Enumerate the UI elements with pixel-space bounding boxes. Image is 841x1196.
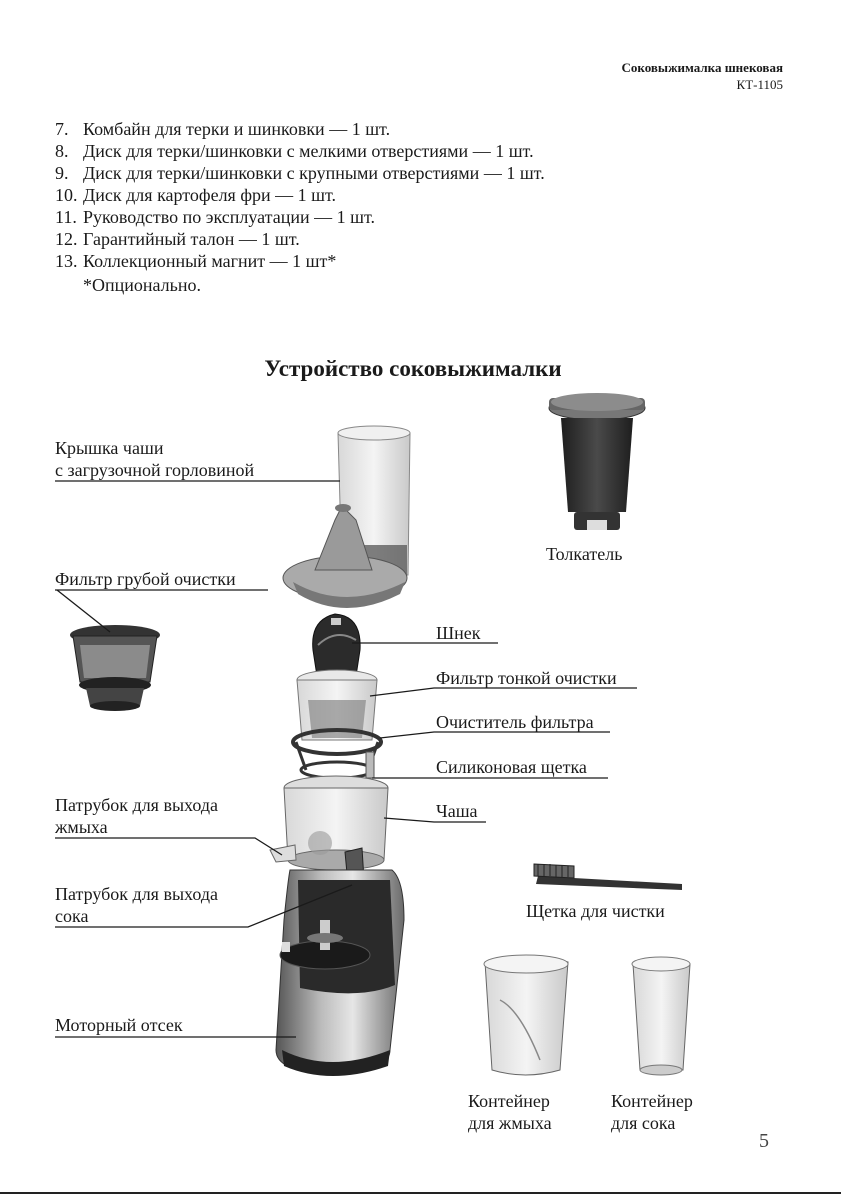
list-item-text: Комбайн для терки и шинковки — 1 шт.	[83, 119, 391, 139]
label-pusher: Толкатель	[546, 544, 623, 564]
header-title: Соковыжималка шнековая	[621, 60, 783, 75]
leader-fine-filter	[370, 688, 637, 696]
label-pulp-outlet-line1: Патрубок для выхода	[55, 795, 218, 815]
footer-rule	[0, 1192, 841, 1194]
section-title: Устройство соковыжималки	[264, 356, 562, 381]
list-item-text: Коллекционный магнит — 1 шт*	[83, 251, 337, 271]
label-filter-cleaner: Очиститель фильтра	[436, 712, 594, 732]
list-item-text: Диск для терки/шинковки с крупными отверстиями — 1 шт.	[83, 163, 545, 183]
list-item-text: Диск для картофеля фри — 1 шт.	[83, 185, 337, 205]
label-juice-container-line1: Контейнер	[611, 1091, 693, 1111]
leader-coarse-filter	[57, 590, 110, 632]
list-item-text: Руководство по эксплуатации — 1 шт.	[83, 207, 375, 227]
list-item-number: 10.	[55, 185, 78, 205]
motor-base-image	[276, 870, 404, 1076]
label-juice-container-line2: для сока	[611, 1113, 676, 1133]
page-number: 5	[759, 1130, 769, 1152]
leader-pulp-outlet	[55, 838, 282, 855]
auger-image	[313, 614, 360, 676]
label-pulp-container-line1: Контейнер	[468, 1091, 550, 1111]
lid-image	[283, 426, 410, 608]
header-model: КТ-1105	[736, 77, 783, 92]
label-pulp-container-line2: для жмыха	[468, 1113, 552, 1133]
list-item-number: 12.	[55, 229, 78, 249]
juice-container-image	[632, 957, 690, 1075]
list-item-text: Гарантийный талон — 1 шт.	[83, 229, 300, 249]
list-item-number: 11.	[55, 207, 77, 227]
cleaning-brush-image	[534, 864, 682, 890]
label-silicone-brush: Силиконовая щетка	[436, 757, 587, 777]
label-motor: Моторный отсек	[55, 1015, 183, 1035]
pulp-container-image	[484, 955, 568, 1075]
label-fine-filter: Фильтр тонкой очистки	[436, 668, 617, 688]
label-bowl: Чаша	[436, 801, 478, 821]
list-item-text: Диск для терки/шинковки с мелкими отверстиями — 1 шт.	[83, 141, 534, 161]
list-item-number: 9.	[55, 163, 69, 183]
list-item-number: 13.	[55, 251, 78, 271]
label-lid-line2: с загрузочной горловиной	[55, 460, 255, 480]
label-lid-line1: Крышка чаши	[55, 438, 164, 458]
list-item-number: 8.	[55, 141, 69, 161]
bowl-image	[270, 776, 388, 884]
optional-note: *Опционально.	[83, 275, 202, 295]
label-juice-outlet-line2: сока	[55, 906, 89, 926]
label-pulp-outlet-line2: жмыха	[55, 817, 108, 837]
list-item-number: 7.	[55, 119, 69, 139]
label-coarse-filter: Фильтр грубой очистки	[55, 569, 236, 589]
label-cleaning-brush: Щетка для чистки	[526, 901, 665, 921]
label-juice-outlet-line1: Патрубок для выхода	[55, 884, 218, 904]
coarse-filter-image	[70, 625, 160, 711]
pusher-image	[549, 393, 645, 530]
label-auger: Шнек	[436, 623, 481, 643]
